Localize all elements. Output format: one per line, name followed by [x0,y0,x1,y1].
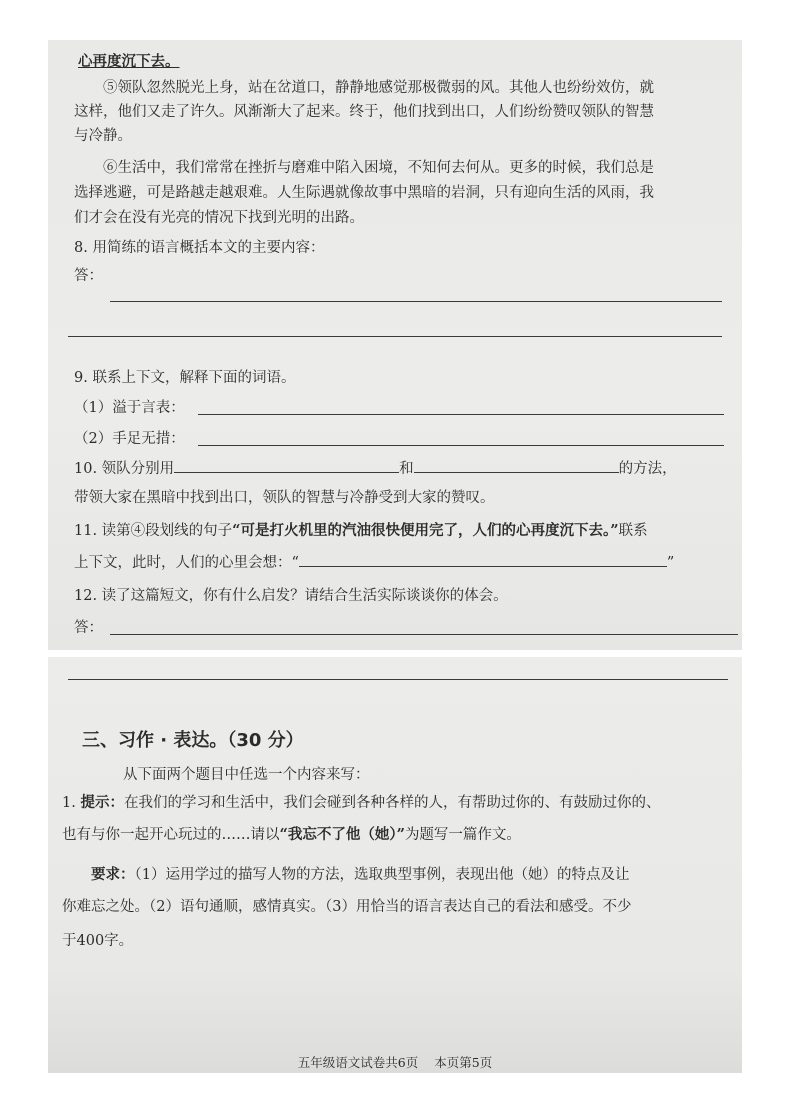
paragraph-5-line-3: 与冷静。 [74,128,132,144]
prompt-1-line-1 [62,793,728,813]
footer-page-number: 本页第5页 [434,1055,493,1070]
question-11-prompt: 上下文，此时，人们的心里会想：“ [74,555,299,571]
answer-line[interactable] [68,336,722,337]
page-footer [48,1053,742,1071]
answer-line[interactable] [110,634,738,635]
requirements-label: 要求： [91,866,135,883]
question-11-line-1 [74,521,728,541]
question-10-suffix: 的方法， [618,461,677,477]
prompt-1-line-2 [62,825,728,845]
prompt-1-text-cont: 也有与你一起开心玩过的……请以 [62,827,280,843]
question-11-quote: “可是打火机里的汽油很快便用完了，人们的心再度沉下去。” [232,522,619,539]
question-11-suffix: 联系 [618,523,648,539]
paragraph-6-line-3: 们才会在没有光亮的情况下找到光明的出路。 [74,210,364,226]
section-title: 三、习作 · 表达。（30 分） [82,730,304,751]
fill-in-blank[interactable] [414,458,619,473]
prompt-1-label: 提示： [80,794,124,811]
requirements-text: （1）运用学过的描写人物的方法，选取典型事例，表现出他（她）的特点及让 [134,867,630,883]
requirements-line-3: 于400字。 [62,933,134,949]
question-11-close-quote: ” [666,555,675,571]
requirements-line-2: 你难忘之处。（2）语句通顺，感情真实。（3）用恰当的语言表达自己的看法和感受。不少 [62,899,632,915]
answer-label: 答： [74,620,103,636]
footer-total-pages: 五年级语文试卷共6页 [297,1055,419,1070]
fill-in-blank[interactable] [299,552,667,567]
answer-line[interactable] [110,301,722,302]
question-9: 9. 联系上下文，解释下面的词语。 [74,370,296,386]
question-9-item-2: （2）手足无措： [74,431,185,447]
writing-intro: 从下面两个题目中任选一个内容来写： [123,767,370,783]
prompt-1-number: 1. [62,795,76,811]
question-8: 8. 用简练的语言概括本文的主要内容： [74,240,325,256]
fill-in-blank[interactable] [174,458,399,473]
question-11-prefix: 11. 读第④段划线的句子 [74,523,233,539]
question-10-line-2: 带领大家在黑暗中找到出口，领队的智慧与冷静受到大家的赞叹。 [74,490,495,506]
answer-label: 答： [74,268,103,284]
requirements-line-1 [62,865,728,885]
question-12: 12. 读了这篇短文，你有什么启发？请结合生活实际谈谈你的体会。 [74,588,508,604]
question-11-line-2 [74,552,728,573]
underlined-sentence-end: 心再度沉下去。 [78,53,180,70]
answer-line[interactable] [198,414,724,415]
prompt-1-text: 在我们的学习和生活中，我们会碰到各种各样的人，有帮助过你的、有鼓励过你的、 [123,795,661,811]
question-10-prefix: 10. 领队分别用 [74,461,175,477]
answer-line[interactable] [198,445,724,446]
essay-title: “我忘不了他（她）” [279,826,405,843]
paragraph-6-line-2: 选择逃避，可是路越走越艰难。人生际遇就像故事中黑暗的岩洞，只有迎向生活的风雨，我 [74,185,654,201]
exam-page-photo-top [48,40,742,650]
paragraph-5-line-2: 这样，他们又走了许久。风渐渐大了起来。终于，他们找到出口，人们纷纷赞叹领队的智慧 [74,104,654,120]
answer-line[interactable] [68,679,728,680]
exam-page-photo-bottom [48,657,742,1073]
question-10-and: 和 [399,461,414,477]
question-10-line-1 [74,458,728,479]
paragraph-6-line-1: ⑥生活中，我们常常在挫折与磨难中陷入困境，不知何去何从。更多的时候，我们总是 [103,160,654,176]
paragraph-5-line-1: ⑤领队忽然脱光上身，站在岔道口，静静地感觉那极微弱的风。其他人也纷纷效仿，就 [103,80,654,96]
question-9-item-1: （1）溢于言表： [74,400,185,416]
prompt-1-text-end: 为题写一篇作文。 [404,827,521,843]
